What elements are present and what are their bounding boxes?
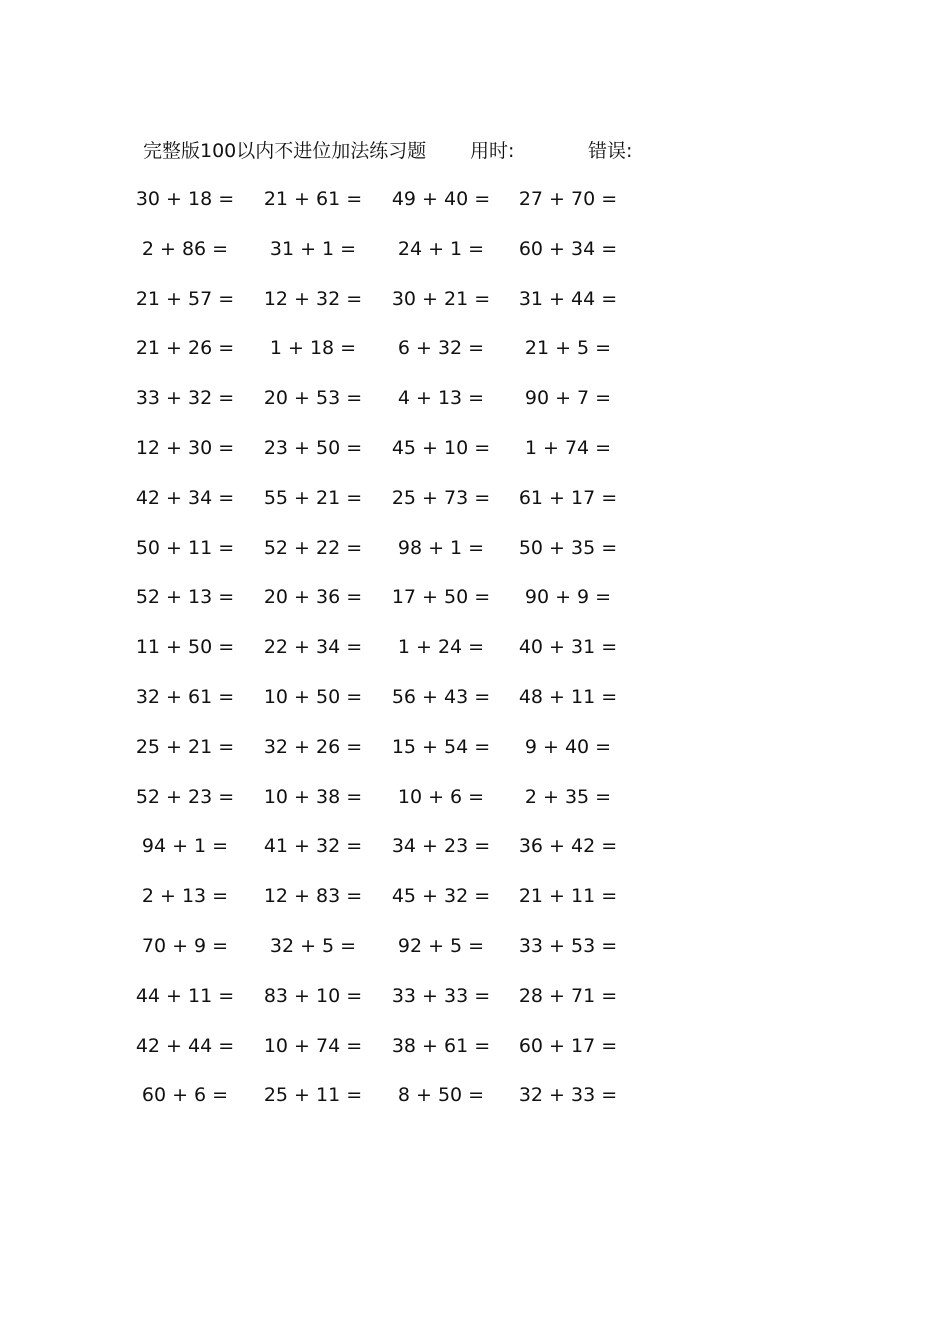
addition-problem: 49 + 40 = <box>391 188 491 210</box>
addition-problem: 90 + 7 = <box>524 387 612 410</box>
addition-problem: 25 + 73 = <box>391 486 491 509</box>
problem-row <box>0 831 950 881</box>
problem-row <box>0 184 950 234</box>
addition-problem: 52 + 13 = <box>135 586 235 609</box>
problem-row <box>0 1031 950 1081</box>
problem-row <box>0 433 950 483</box>
addition-problem: 10 + 74 = <box>263 1034 363 1057</box>
addition-problem: 10 + 50 = <box>263 685 363 708</box>
addition-problem: 1 + 18 = <box>269 337 357 360</box>
addition-problem: 42 + 44 = <box>135 1034 235 1057</box>
addition-problem: 32 + 33 = <box>518 1084 618 1107</box>
addition-problem: 32 + 26 = <box>263 735 363 758</box>
worksheet-title: 完整版100以内不进位加法练习题 <box>143 140 427 162</box>
addition-problem: 55 + 21 = <box>263 486 363 509</box>
addition-problem: 21 + 61 = <box>263 188 363 210</box>
addition-problem: 45 + 10 = <box>391 436 491 459</box>
problem-row <box>0 234 950 284</box>
addition-problem: 12 + 32 = <box>263 287 363 310</box>
addition-problem: 50 + 35 = <box>518 536 618 559</box>
addition-problem: 2 + 35 = <box>524 785 612 808</box>
addition-problem: 30 + 18 = <box>135 188 235 210</box>
addition-problem: 30 + 21 = <box>391 287 491 310</box>
addition-problem: 61 + 17 = <box>518 486 618 509</box>
problem-row <box>0 582 950 632</box>
time-label: 用时: <box>470 140 515 162</box>
addition-problem: 33 + 32 = <box>135 387 235 410</box>
addition-problem: 4 + 13 = <box>397 387 485 410</box>
problem-row <box>0 931 950 981</box>
addition-problem: 12 + 30 = <box>135 436 235 459</box>
addition-problem: 60 + 17 = <box>518 1034 618 1057</box>
problem-grid <box>0 184 950 1130</box>
addition-problem: 90 + 9 = <box>524 586 612 609</box>
addition-problem: 38 + 61 = <box>391 1034 491 1057</box>
addition-problem: 10 + 38 = <box>263 785 363 808</box>
addition-problem: 15 + 54 = <box>391 735 491 758</box>
addition-problem: 41 + 32 = <box>263 835 363 858</box>
addition-problem: 60 + 34 = <box>518 237 618 260</box>
addition-problem: 25 + 21 = <box>135 735 235 758</box>
problem-row <box>0 333 950 383</box>
addition-problem: 2 + 86 = <box>141 237 229 260</box>
addition-problem: 42 + 34 = <box>135 486 235 509</box>
addition-problem: 12 + 83 = <box>263 885 363 908</box>
addition-problem: 56 + 43 = <box>391 685 491 708</box>
addition-problem: 24 + 1 = <box>397 237 485 260</box>
addition-problem: 34 + 23 = <box>391 835 491 858</box>
problem-row <box>0 732 950 782</box>
addition-problem: 2 + 13 = <box>141 885 229 908</box>
addition-problem: 36 + 42 = <box>518 835 618 858</box>
errors-label: 错误: <box>588 140 633 162</box>
addition-problem: 83 + 10 = <box>263 984 363 1007</box>
problem-row <box>0 1080 950 1130</box>
addition-problem: 25 + 11 = <box>263 1084 363 1107</box>
addition-problem: 9 + 40 = <box>524 735 612 758</box>
addition-problem: 28 + 71 = <box>518 984 618 1007</box>
problem-row <box>0 782 950 832</box>
addition-problem: 21 + 11 = <box>518 885 618 908</box>
addition-problem: 10 + 6 = <box>397 785 485 808</box>
addition-problem: 17 + 50 = <box>391 586 491 609</box>
problem-row <box>0 682 950 732</box>
addition-problem: 50 + 11 = <box>135 536 235 559</box>
problem-row <box>0 533 950 583</box>
addition-problem: 40 + 31 = <box>518 636 618 659</box>
addition-problem: 20 + 53 = <box>263 387 363 410</box>
addition-problem: 33 + 53 = <box>518 934 618 957</box>
addition-problem: 98 + 1 = <box>397 536 485 559</box>
addition-problem: 21 + 26 = <box>135 337 235 360</box>
problem-row <box>0 483 950 533</box>
problem-row <box>0 284 950 334</box>
addition-problem: 11 + 50 = <box>135 636 235 659</box>
addition-problem: 70 + 9 = <box>141 934 229 957</box>
addition-problem: 32 + 5 = <box>269 934 357 957</box>
addition-problem: 33 + 33 = <box>391 984 491 1007</box>
addition-problem: 52 + 23 = <box>135 785 235 808</box>
problem-row <box>0 981 950 1031</box>
addition-problem: 23 + 50 = <box>263 436 363 459</box>
problem-row <box>0 383 950 433</box>
addition-problem: 92 + 5 = <box>397 934 485 957</box>
addition-problem: 31 + 1 = <box>269 237 357 260</box>
addition-problem: 32 + 61 = <box>135 685 235 708</box>
addition-problem: 44 + 11 = <box>135 984 235 1007</box>
addition-problem: 21 + 5 = <box>524 337 612 360</box>
addition-problem: 31 + 44 = <box>518 287 618 310</box>
addition-problem: 27 + 70 = <box>518 188 618 210</box>
problem-row <box>0 881 950 931</box>
addition-problem: 21 + 57 = <box>135 287 235 310</box>
addition-problem: 1 + 74 = <box>524 436 612 459</box>
addition-problem: 48 + 11 = <box>518 685 618 708</box>
addition-problem: 20 + 36 = <box>263 586 363 609</box>
addition-problem: 94 + 1 = <box>141 835 229 858</box>
addition-problem: 60 + 6 = <box>141 1084 229 1107</box>
addition-problem: 52 + 22 = <box>263 536 363 559</box>
addition-problem: 8 + 50 = <box>397 1084 485 1107</box>
addition-problem: 45 + 32 = <box>391 885 491 908</box>
addition-problem: 6 + 32 = <box>397 337 485 360</box>
problem-row <box>0 632 950 682</box>
addition-problem: 22 + 34 = <box>263 636 363 659</box>
addition-problem: 1 + 24 = <box>397 636 485 659</box>
